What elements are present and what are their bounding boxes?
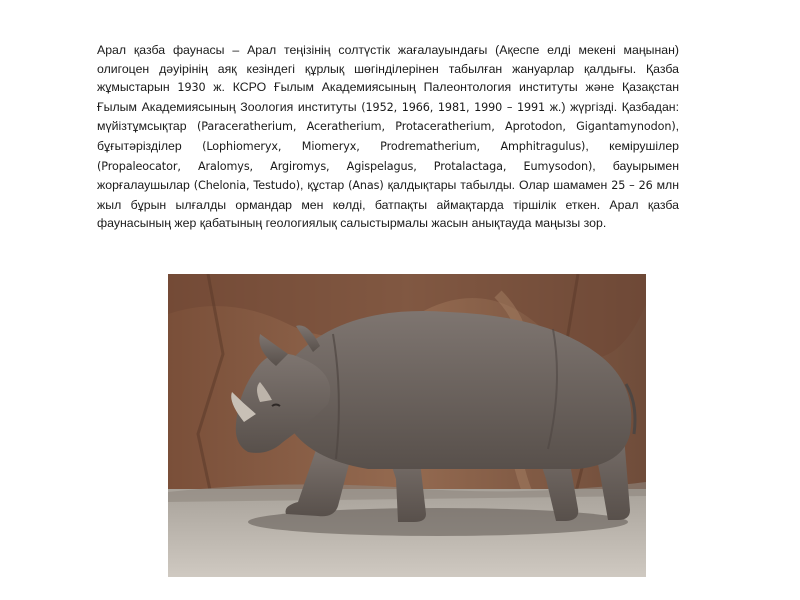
latin-term: (Anas) [348, 179, 384, 193]
rhinoceros-photo [168, 274, 646, 577]
text-run: , бауырымен жорғалаушылар [97, 158, 680, 193]
latin-term: (Chelonia, Testudo) [193, 179, 301, 193]
latin-term: (Propaleocator, Aralomys, Argiromys, Agispelagus, Protalactaga, Eumysodon) [97, 159, 593, 173]
latin-term: (1952, 1966, 1981, 1990 – 1991 [361, 100, 546, 114]
text-run: , кемірушілер [585, 138, 679, 153]
text-run: ж. КСРО Ғылым Академиясының Палеонтология институты және Қазақстан Ғылым Академиясының Зоология институты [97, 80, 679, 114]
article-paragraph [97, 41, 679, 233]
text-run: ж.) жүргізді. Қазбадан: мүйізтұмсықтар [97, 99, 679, 134]
latin-term: 25 – 26 [611, 179, 653, 193]
text-run: , құстар [300, 178, 349, 193]
text-run: , бұғытәрізділер [97, 119, 680, 153]
latin-term: 1930 [177, 81, 206, 95]
text-run: Арал қазба фаунасы – Арал теңізінің солтүстік жағалауындағы (Ақеспе елді мекені маңынан) олигоцен дәуірінің аяқ кезіндегі құрлық шөгінділерінен табылған жануарлар қалдығы. Қазба жұмыстарын [97, 43, 679, 95]
text-run: млн жыл бұрын ылғалды ормандар мен көлді, батпақты аймақтарда тіршілік еткен. Арал қазба фаунасының жер қабатының геологиялық салыстырмалы жасын анықтауда маңызы зор. [97, 178, 679, 231]
latin-term: (Paraceratherium, Aceratherium, Protaceratherium, Aprotodon, Gigantamynodon) [196, 120, 676, 134]
article-text [97, 41, 679, 233]
text-run: қалдықтары табылды. Олар шамамен [383, 178, 612, 193]
latin-term: (Lophiomeryx, Miomeryx, Prodrematherium, Amphitragulus) [202, 139, 586, 153]
